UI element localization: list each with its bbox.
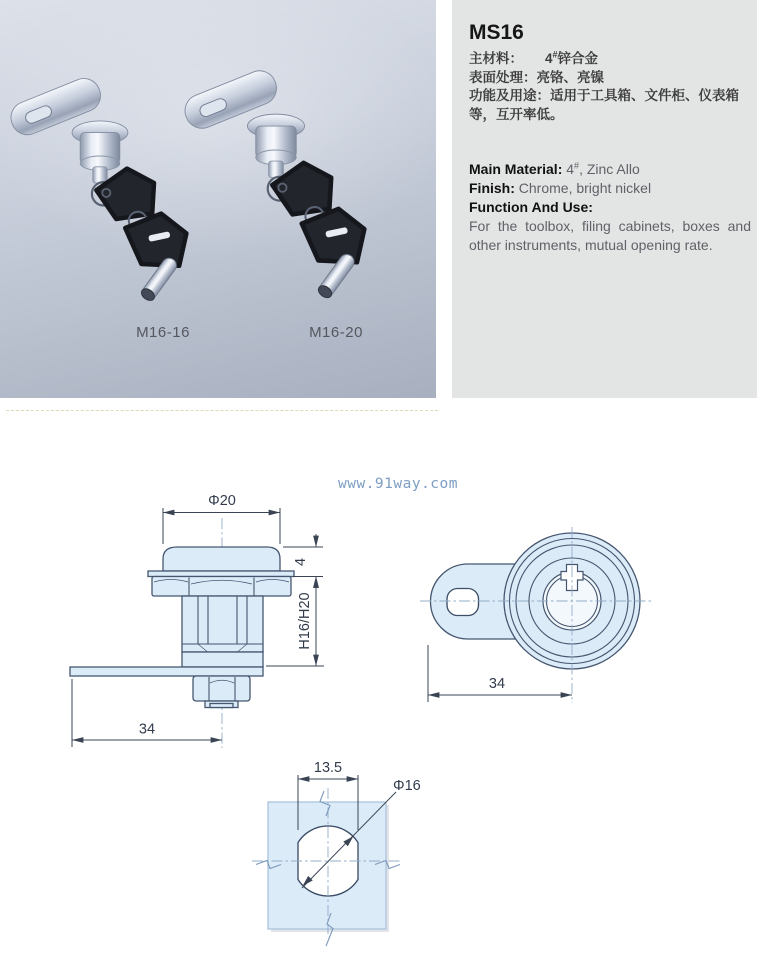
watermark: www.91way.com bbox=[338, 476, 458, 492]
collar bbox=[182, 652, 263, 667]
top-view-drawing bbox=[420, 527, 652, 703]
en-function-text: For the toolbox, filing cabinets, boxes and other instruments, mutual opening rate. bbox=[469, 218, 751, 253]
washer bbox=[148, 571, 294, 577]
dim-label-diameter: Φ20 bbox=[208, 493, 236, 509]
cn-function-line: 功能及用途：适用于工具箱、文件柜、仪表箱等，互开率低。 bbox=[469, 88, 739, 122]
dim-label-head-height: 4 bbox=[293, 557, 309, 567]
lock-head bbox=[163, 547, 280, 571]
dim-label-cam-length-top: 34 bbox=[488, 676, 506, 692]
dim-label-across-flats: 13.5 bbox=[313, 760, 343, 776]
en-function-label: Function And Use: bbox=[469, 199, 593, 215]
bottom-nut bbox=[193, 676, 250, 701]
en-finish-line: Finish: Chrome, bright nickel bbox=[469, 180, 652, 196]
dim-label-hole-diameter: Φ16 bbox=[393, 778, 421, 794]
product-model: MS16 bbox=[469, 21, 524, 44]
dim-label-body-height: H16/H20 bbox=[297, 592, 313, 650]
front-view-drawing bbox=[70, 493, 324, 748]
cn-finish-line: 表面处理：亮铬、亮镍 bbox=[469, 69, 604, 85]
cutout-drawing bbox=[252, 760, 421, 946]
cam-slot-hole bbox=[447, 589, 479, 616]
photo-caption-m16-16: M16-16 bbox=[136, 324, 190, 341]
photo-caption-m16-20: M16-20 bbox=[309, 324, 363, 341]
dim-label-cam-length-front: 34 bbox=[138, 721, 156, 738]
en-material-line: Main Material: 4#, Zinc Allo bbox=[469, 160, 640, 177]
cam-plate bbox=[70, 667, 263, 676]
cn-material-line: 主材料： 4#锌合金 bbox=[469, 49, 599, 66]
